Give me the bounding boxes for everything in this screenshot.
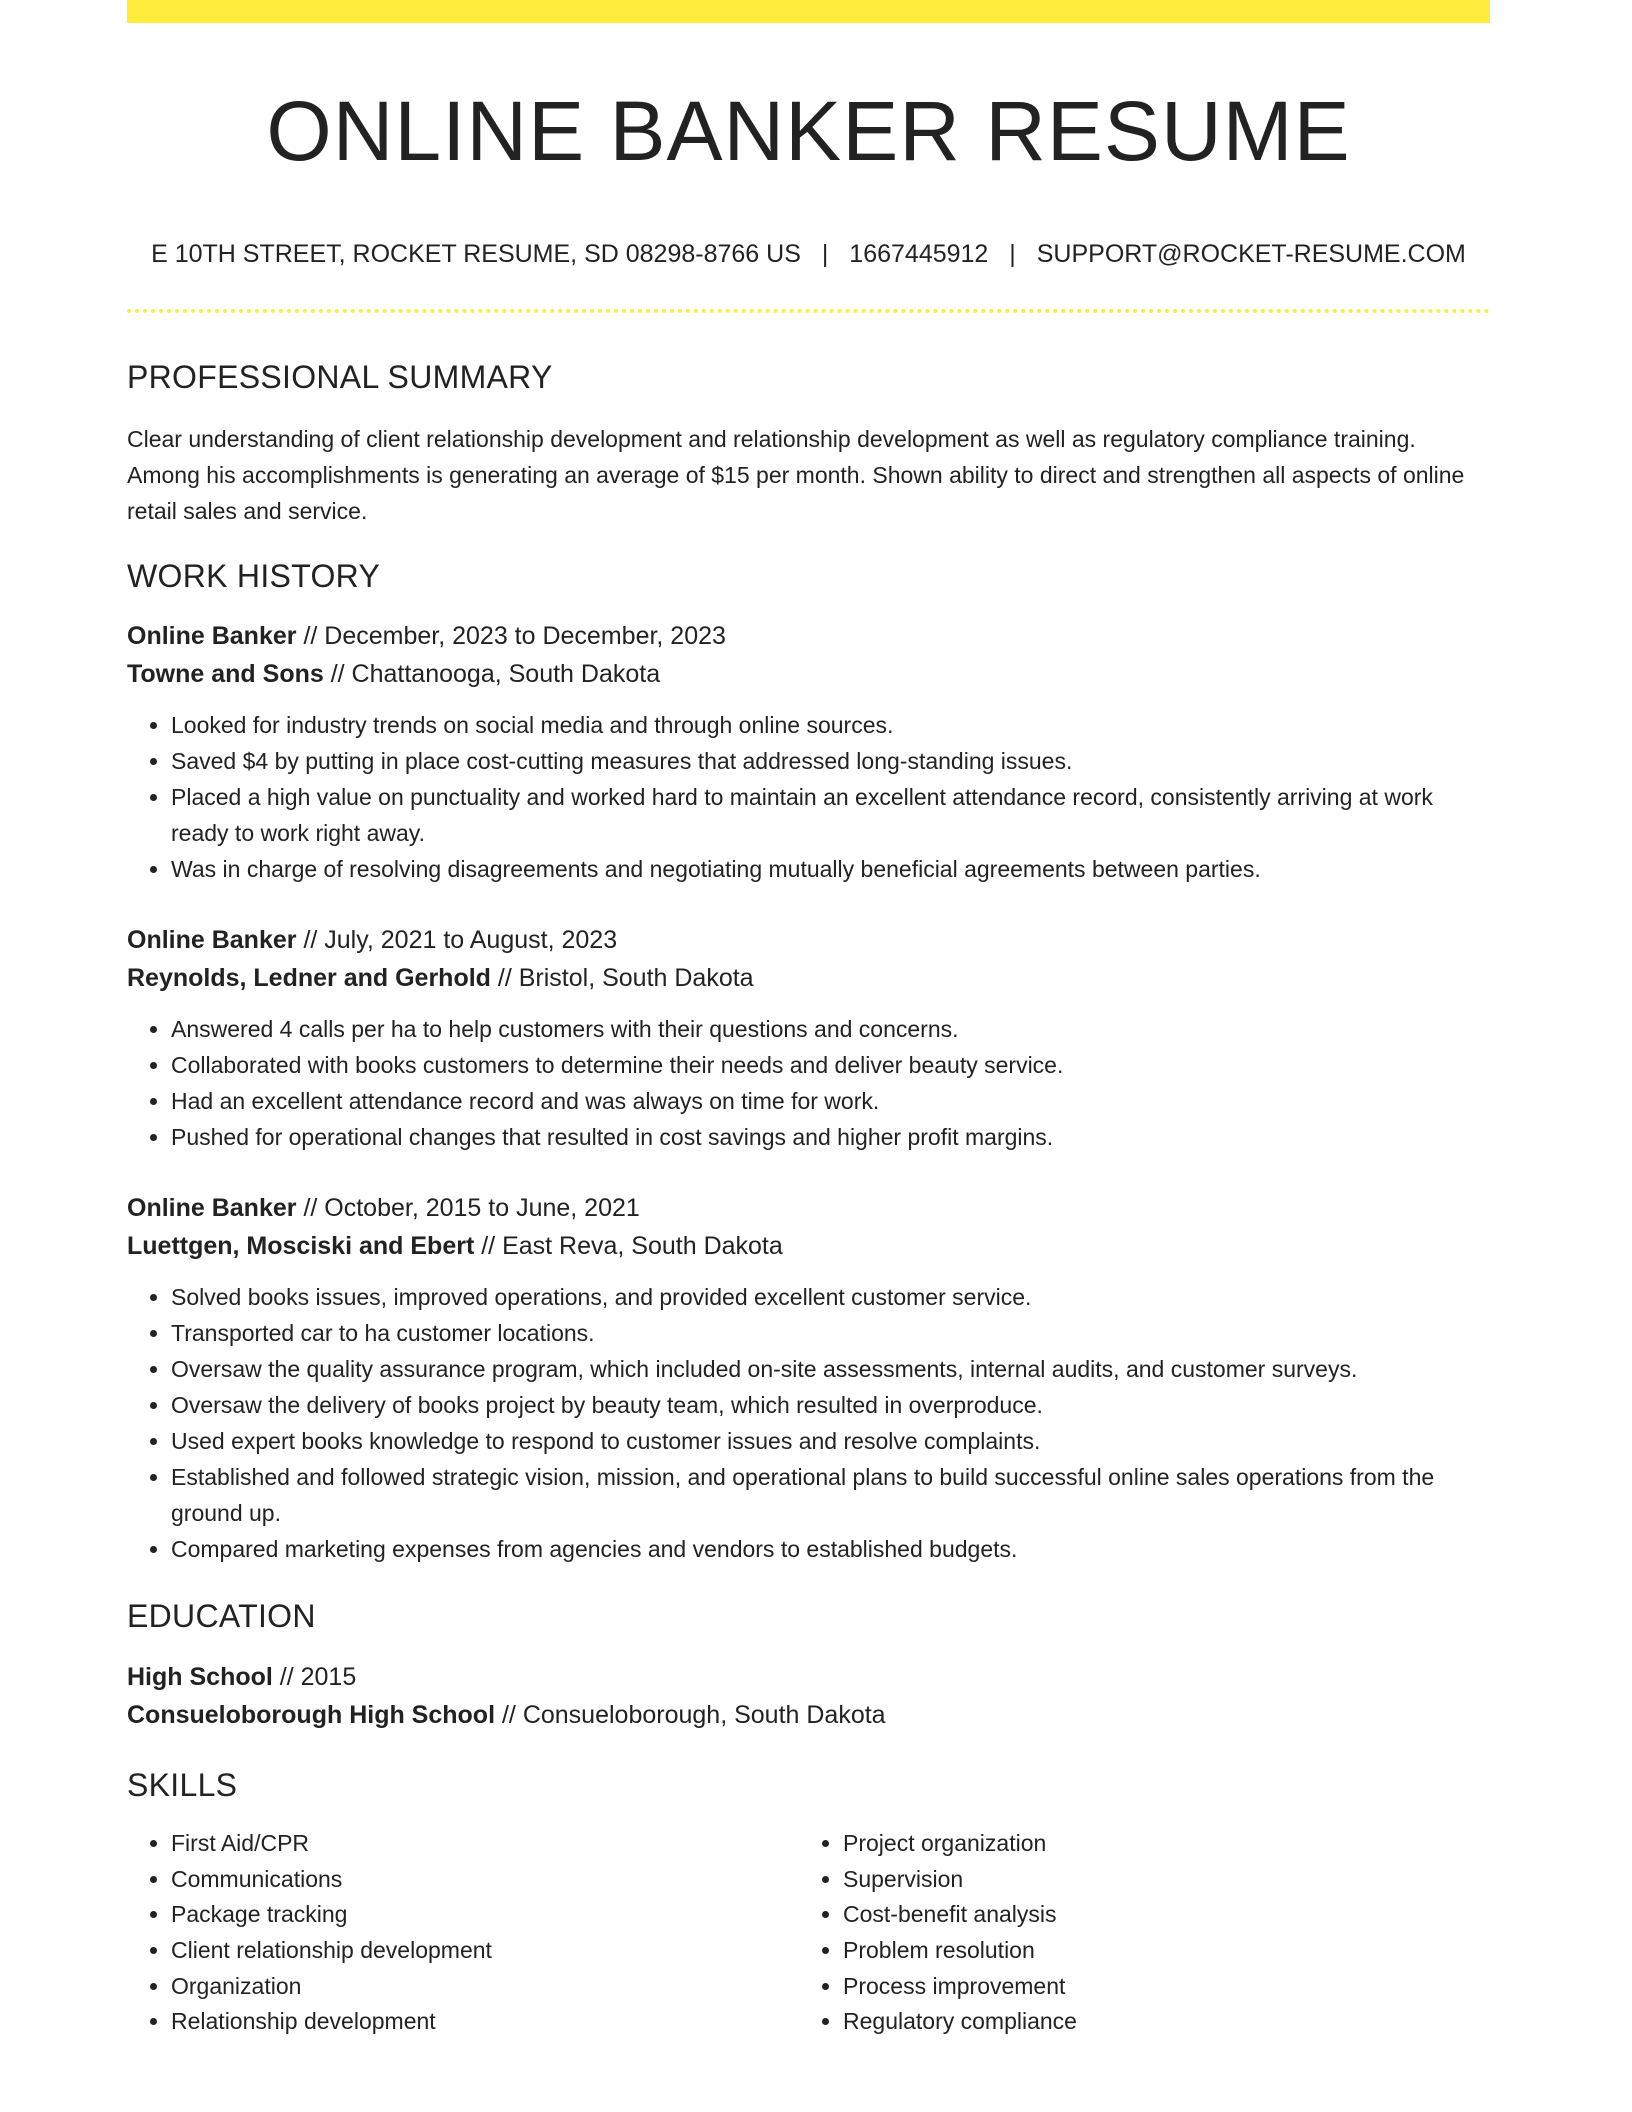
- skills-list-left: [127, 1826, 799, 2040]
- job-company-line: [127, 655, 1490, 693]
- job-bullet: • Placed a high value on punctuality and worked hard to maintain an excellent attendance record, consistently arriving at work ready to work right away.: [171, 779, 1490, 851]
- job-title: Online Banker: [127, 926, 297, 955]
- job-bullet: • Solved books issues, improved operations, and provided excellent customer service.: [171, 1279, 1490, 1315]
- job-bullet: • Used expert books knowledge to respond to customer issues and resolve complaints.: [171, 1423, 1490, 1459]
- contact-address: E 10TH STREET, ROCKET RESUME, SD 08298-8766 US: [151, 240, 801, 269]
- skills-list-right: [799, 1826, 1471, 2040]
- skill-item: • Regulatory compliance: [843, 2004, 1471, 2040]
- job-bullets: [127, 1011, 1490, 1155]
- education-entry: [127, 1658, 1490, 1734]
- contact-email: SUPPORT@ROCKET-RESUME.COM: [1036, 240, 1466, 269]
- skill-item: • Client relationship development: [171, 1933, 799, 1969]
- job-dates: // October, 2015 to June, 2021: [296, 1194, 640, 1223]
- job-dates: // July, 2021 to August, 2023: [296, 926, 618, 955]
- job-bullet: • Compared marketing expenses from agencies and vendors to established budgets.: [171, 1531, 1490, 1567]
- job-location: // Bristol, South Dakota: [490, 964, 754, 993]
- skill-item: • Supervision: [843, 1862, 1471, 1898]
- job-bullet: • Saved $4 by putting in place cost-cutting measures that addressed long-standing issues.: [171, 743, 1490, 779]
- dotted-divider: [127, 309, 1490, 313]
- accent-top-bar: [127, 0, 1490, 23]
- job-bullet: • Established and followed strategic vision, mission, and operational plans to build successful online sales operations from the ground up.: [171, 1459, 1490, 1531]
- education-school-line: [127, 1696, 1490, 1734]
- job-company: Towne and Sons: [127, 660, 324, 689]
- job-location: // East Reva, South Dakota: [474, 1232, 783, 1261]
- job-bullet: • Answered 4 calls per ha to help customers with their questions and concerns.: [171, 1011, 1490, 1047]
- job-entry: [127, 617, 1490, 887]
- skills-columns: [127, 1826, 1490, 2040]
- job-company-line: [127, 1227, 1490, 1265]
- job-bullet: • Collaborated with books customers to determine their needs and deliver beauty service.: [171, 1047, 1490, 1083]
- education-school: Consueloborough High School: [127, 1700, 496, 1729]
- education-year: // 2015: [272, 1662, 357, 1691]
- skill-item: • Cost-benefit analysis: [843, 1897, 1471, 1933]
- job-bullet: • Oversaw the delivery of books project by beauty team, which resulted in overproduce.: [171, 1387, 1490, 1423]
- skill-item: • Problem resolution: [843, 1933, 1471, 1969]
- summary-heading: PROFESSIONAL SUMMARY: [127, 359, 553, 396]
- job-entry: [127, 1189, 1490, 1567]
- skill-item: • Process improvement: [843, 1969, 1471, 2005]
- resume-title: ONLINE BANKER RESUME: [266, 84, 1351, 178]
- job-bullet: • Looked for industry trends on social media and through online sources.: [171, 707, 1490, 743]
- skill-item: • Package tracking: [171, 1897, 799, 1933]
- job-bullet: • Transported car to ha customer locations.: [171, 1315, 1490, 1351]
- skill-item: • First Aid/CPR: [171, 1826, 799, 1862]
- job-dates: // December, 2023 to December, 2023: [296, 622, 726, 651]
- contact-separator: |: [821, 240, 829, 269]
- job-company: Luettgen, Mosciski and Ebert: [127, 1232, 475, 1261]
- resume-content: [127, 23, 1490, 2040]
- education-heading: EDUCATION: [127, 1598, 316, 1635]
- education-location: // Consueloborough, South Dakota: [495, 1700, 886, 1729]
- skill-item: • Relationship development: [171, 2004, 799, 2040]
- job-bullet: • Oversaw the quality assurance program, which included on-site assessments, internal audits, and customer surveys.: [171, 1351, 1490, 1387]
- contact-phone: 1667445912: [849, 240, 989, 269]
- job-bullets: [127, 707, 1490, 887]
- skill-item: • Communications: [171, 1862, 799, 1898]
- job-bullet: • Pushed for operational changes that resulted in cost savings and higher profit margins.: [171, 1119, 1490, 1155]
- contact-separator: |: [1009, 240, 1016, 269]
- job-bullets: [127, 1279, 1490, 1567]
- job-entry: [127, 921, 1490, 1155]
- contact-line: [127, 239, 1490, 269]
- job-bullet: • Was in charge of resolving disagreements and negotiating mutually beneficial agreements between parties.: [171, 851, 1490, 887]
- education-degree: High School: [127, 1662, 273, 1691]
- job-title-line: [127, 921, 1490, 959]
- skills-heading: SKILLS: [127, 1766, 238, 1803]
- skill-item: • Project organization: [843, 1826, 1471, 1862]
- job-location: // Chattanooga, South Dakota: [323, 660, 661, 689]
- education-degree-line: [127, 1658, 1490, 1696]
- job-company: Reynolds, Ledner and Gerhold: [127, 964, 491, 993]
- job-bullet: • Had an excellent attendance record and was always on time for work.: [171, 1083, 1490, 1119]
- work-history-heading: WORK HISTORY: [127, 557, 381, 594]
- job-title: Online Banker: [127, 622, 297, 651]
- job-title-line: [127, 1189, 1490, 1227]
- summary-text: Clear understanding of client relationship development and relationship development as well as regulatory compliance training. Among his accomplishments is generating an average of $15 per month. Shown ability to direct and strengthen all aspects of online retail sales and service.: [127, 425, 1465, 524]
- job-company-line: [127, 959, 1490, 997]
- job-title: Online Banker: [127, 1194, 297, 1223]
- skill-item: • Organization: [171, 1969, 799, 2005]
- job-title-line: [127, 617, 1490, 655]
